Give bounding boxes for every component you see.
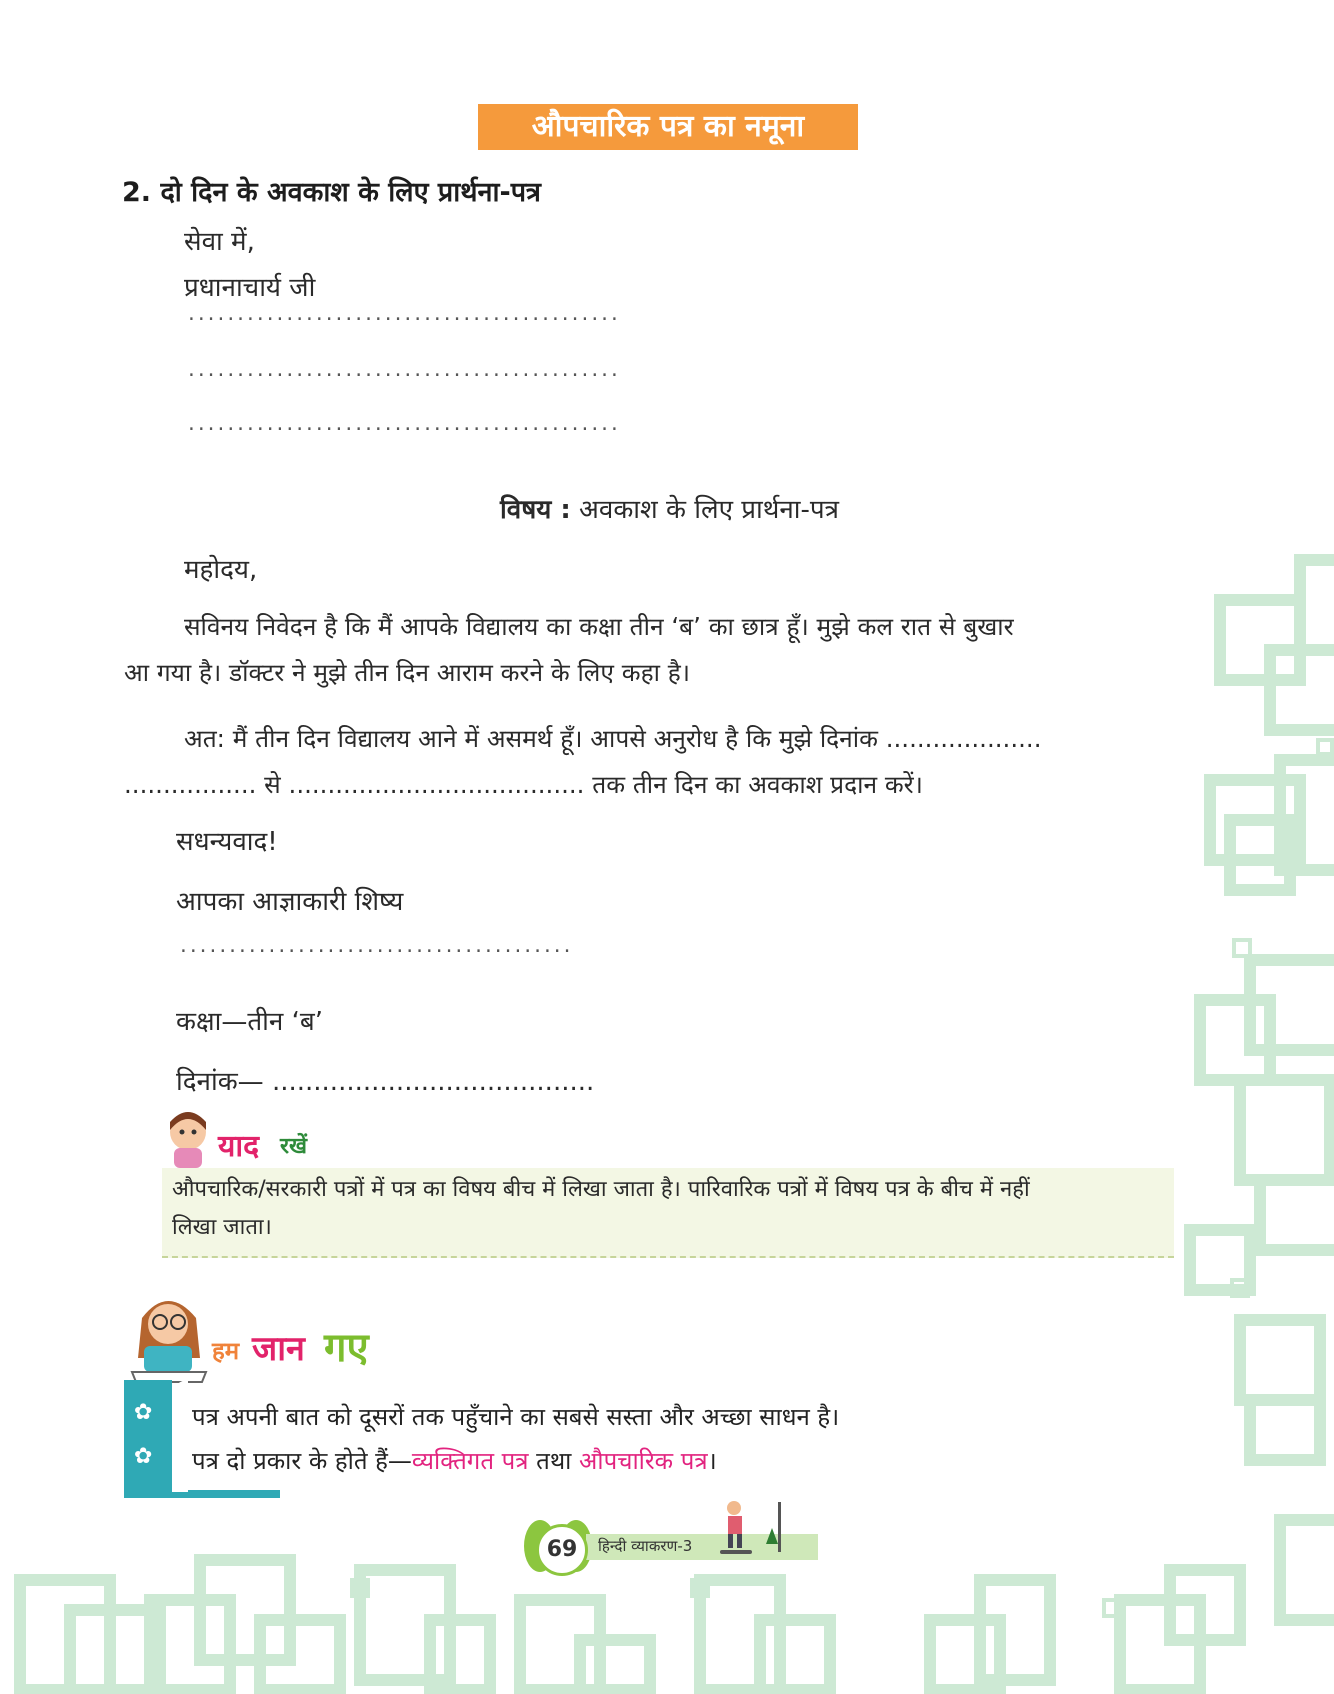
question-title: 2. दो दिन के अवकाश के लिए प्रार्थना-पत्र bbox=[122, 177, 541, 208]
learned-sidebar bbox=[124, 1380, 172, 1498]
learned-item-2-suffix: । bbox=[707, 1447, 717, 1475]
learned-bottom-bar bbox=[124, 1490, 280, 1498]
paragraph-1-line-2: आ गया है। डॉक्टर ने मुझे तीन दिन आराम करने के लिए कहा है। bbox=[124, 658, 691, 687]
book-title: हिन्दी व्याकरण-3 bbox=[598, 1537, 693, 1555]
page-number: 69 bbox=[536, 1524, 588, 1576]
paragraph-1-line-1: सविनय निवेदन है कि मैं आपके विद्यालय का कक्षा तीन ‘ब’ का छात्र हूँ। मुझे कल रात से बुखार bbox=[184, 612, 1014, 641]
girl-reading-icon bbox=[122, 1288, 214, 1384]
learned-heading-1: हम bbox=[212, 1337, 240, 1365]
learned-heading-2: जान bbox=[252, 1329, 305, 1369]
flower-bullet-icon: ✿ bbox=[134, 1400, 153, 1425]
learned-item-2-prefix: पत्र दो प्रकार के होते हैं— bbox=[192, 1447, 412, 1475]
remember-text-line-1: औपचारिक/सरकारी पत्रों में पत्र का विषय बीच में लिखा जाता है। पारिवारिक पत्रों में विषय पत्र के बीच में नहीं bbox=[172, 1177, 1030, 1202]
girl-avatar-icon bbox=[160, 1108, 218, 1168]
page-title-banner: औपचारिक पत्र का नमूना bbox=[478, 104, 858, 150]
closing: आपका आज्ञाकारी शिष्य bbox=[176, 887, 404, 917]
address-line-1: ............................................ bbox=[186, 304, 619, 325]
flower-bullet-icon: ✿ bbox=[134, 1444, 153, 1469]
address-line-3: ............................................ bbox=[186, 414, 619, 435]
salutation-to: सेवा में, bbox=[184, 227, 255, 257]
recipient: प्रधानाचार्य जी bbox=[184, 273, 316, 303]
learned-item-2 bbox=[192, 1444, 717, 1477]
name-line: ........................................ bbox=[178, 936, 572, 957]
class-line: कक्षा—तीन ‘ब’ bbox=[176, 1007, 323, 1037]
subject-label: विषय : bbox=[500, 495, 571, 525]
paragraph-2-line-1: अत: मैं तीन दिन विद्यालय आने में असमर्थ हूँ। आपसे अनुरोध है कि मुझे दिनांक .................... bbox=[184, 724, 1042, 753]
subject-text: अवकाश के लिए प्रार्थना-पत्र bbox=[579, 495, 840, 525]
learned-item-2-mid: तथा bbox=[528, 1447, 580, 1475]
skater-boy-icon bbox=[712, 1498, 784, 1558]
date-label: दिनांक— bbox=[176, 1067, 264, 1097]
date-line bbox=[176, 1062, 594, 1098]
remember-heading-2: रखें bbox=[280, 1134, 307, 1159]
learned-item-1: पत्र अपनी बात को दूसरों तक पहुँचाने का सबसे सस्ता और अच्छा साधन है। bbox=[192, 1403, 840, 1431]
subject-line bbox=[500, 490, 839, 526]
learned-panel-corner bbox=[172, 1380, 188, 1492]
thanks: सधन्यवाद! bbox=[176, 827, 278, 857]
greeting: महोदय, bbox=[184, 555, 258, 585]
address-line-2: ............................................ bbox=[186, 360, 619, 381]
remember-heading: याद bbox=[218, 1129, 260, 1164]
highlight-personal-letter: व्यक्तिगत पत्र bbox=[411, 1447, 529, 1475]
paragraph-2-line-2: ................. से ...................................... तक तीन दिन का अवकाश प्रदान करें। bbox=[124, 770, 923, 799]
date-dots: ....................................... bbox=[271, 1067, 595, 1097]
remember-text-line-2: लिखा जाता। bbox=[172, 1215, 272, 1240]
learned-heading-3: गए bbox=[324, 1325, 369, 1371]
highlight-formal-letter: औपचारिक पत्र bbox=[579, 1447, 708, 1475]
